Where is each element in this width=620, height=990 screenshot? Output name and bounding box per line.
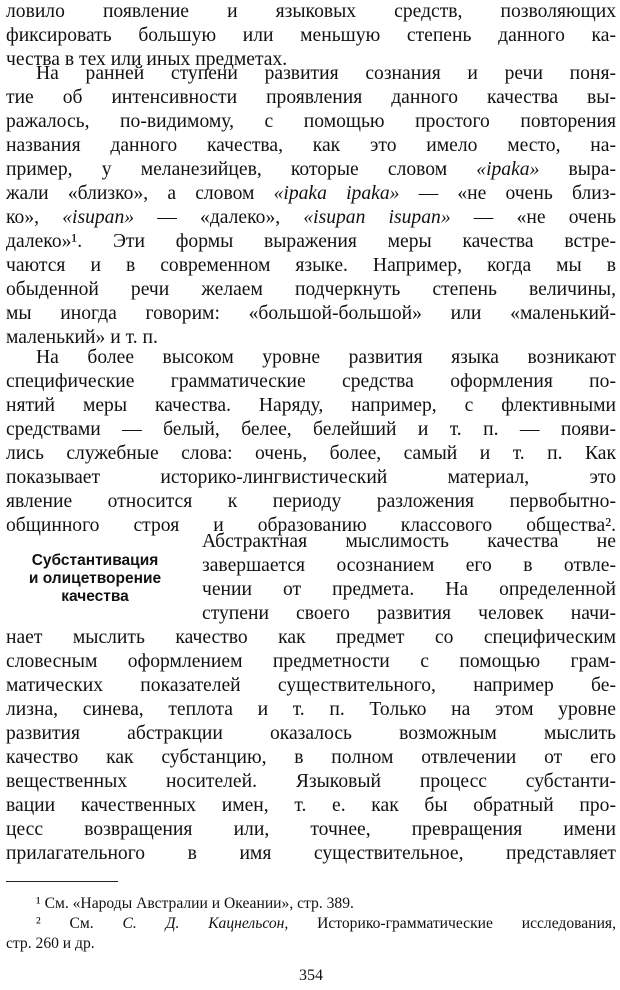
text-line: На более высоком уровне развития языка возникают [36,347,616,368]
footnote-1: ¹ См. «Народы Австралии и Океании», стр. 389. [36,895,354,912]
text-line: мы иногда говорим: «большой-большой» или «маленький- [6,303,616,324]
text-line: вации качественных имен, т. е. как бы обратный про- [6,795,616,816]
text-line: фиксировать большую или меньшую степень данного ка- [6,25,616,46]
paragraph-repetition [6,62,616,350]
text-line: показывает историко-лингвистический материал, это [6,467,616,488]
text-line: ко», «isupan» — «далеко», «isupan isupan» — «не очень [6,207,616,228]
text-line: прилагательного в имя существительное, представляет [6,843,616,864]
text-line: названия данного качества, как это имело место, на- [6,135,616,156]
text-line: чении от предмета. На определенной [202,579,616,600]
text-line: чества в тех или иных предметах. [6,49,288,70]
paragraph-grammatical-means [6,346,616,538]
text-line: общинного строя и образованию классового общества². [6,515,616,536]
text-line: качество как субстанцию, в полном отвлечении от его [6,747,616,768]
text-line: нятий меры качества. Наряду, например, с флективными [6,395,616,416]
text-line: Абстрактная мыслимость качества не [202,531,616,552]
text-line: лизна, синева, теплота и т. п. Только на этом уровне [6,699,616,720]
margin-heading-line: Субстантивация [31,552,159,569]
text-line: далеко»¹. Эти формы выражения меры качества встре- [6,231,616,252]
text-line: чаются и в современном языке. Например, когда мы в [6,255,616,276]
margin-heading [6,552,184,606]
text-line: специфические грамматические средства оформления по- [6,371,616,392]
text-line: жали «близко», а словом «ipaka ipaka» — «не очень близ- [6,183,616,204]
text-line: вещественных носителей. Языковый процесс субстанти- [6,771,616,792]
text-line: ловило появление и языковых средств, позволяющих [6,1,616,22]
text-line: тие об интенсивности проявления данного качества вы- [6,87,616,108]
text-line: цесс возвращения или, точнее, превращения имени [6,819,616,840]
paragraph-abstract-continued [6,626,616,866]
footnote-2 [6,914,616,954]
margin-heading-line: и олицетворение [28,570,162,587]
text-line: На ранней ступени развития сознания и речи поня- [36,63,616,84]
text-line: маленький» и т. п. [6,327,158,348]
text-line: матических показателей существительного, например бе- [6,675,616,696]
text-line: ступени своего развития человек начи- [202,603,616,624]
text-line: завершается осознанием его в отвле- [202,555,616,576]
book-page [6,0,616,990]
paragraph-abstract-start [202,530,616,626]
text-line: развития абстракции оказалось возможным мыслить [6,723,616,744]
text-line: явление относится к периоду разложения первобытно- [6,491,616,512]
footnote-line: стр. 260 и др. [6,935,95,952]
text-line: обыденной речи желаем подчеркнуть степень величины, [6,279,616,300]
text-line: ражалось, по-видимому, с помощью простого повторения [6,111,616,132]
footnote-line: ² См. С. Д. Кацнельсон, Историко-грамматические исследования, [36,915,616,932]
footnote-divider [6,881,118,882]
margin-heading-line: качества [61,588,129,605]
text-line: пример, у меланезийцев, которые словом «ipaka» выра- [6,159,616,180]
text-line: средствами — белый, белее, белейший и т. п. — появи- [6,419,616,440]
text-line: нает мыслить качество как предмет со специфическим [6,627,616,648]
text-line: лись служебные слова: очень, более, самый и т. п. Как [6,443,616,464]
page-number: 354 [299,967,323,984]
text-line: словесным оформлением предметности с помощью грам- [6,651,616,672]
